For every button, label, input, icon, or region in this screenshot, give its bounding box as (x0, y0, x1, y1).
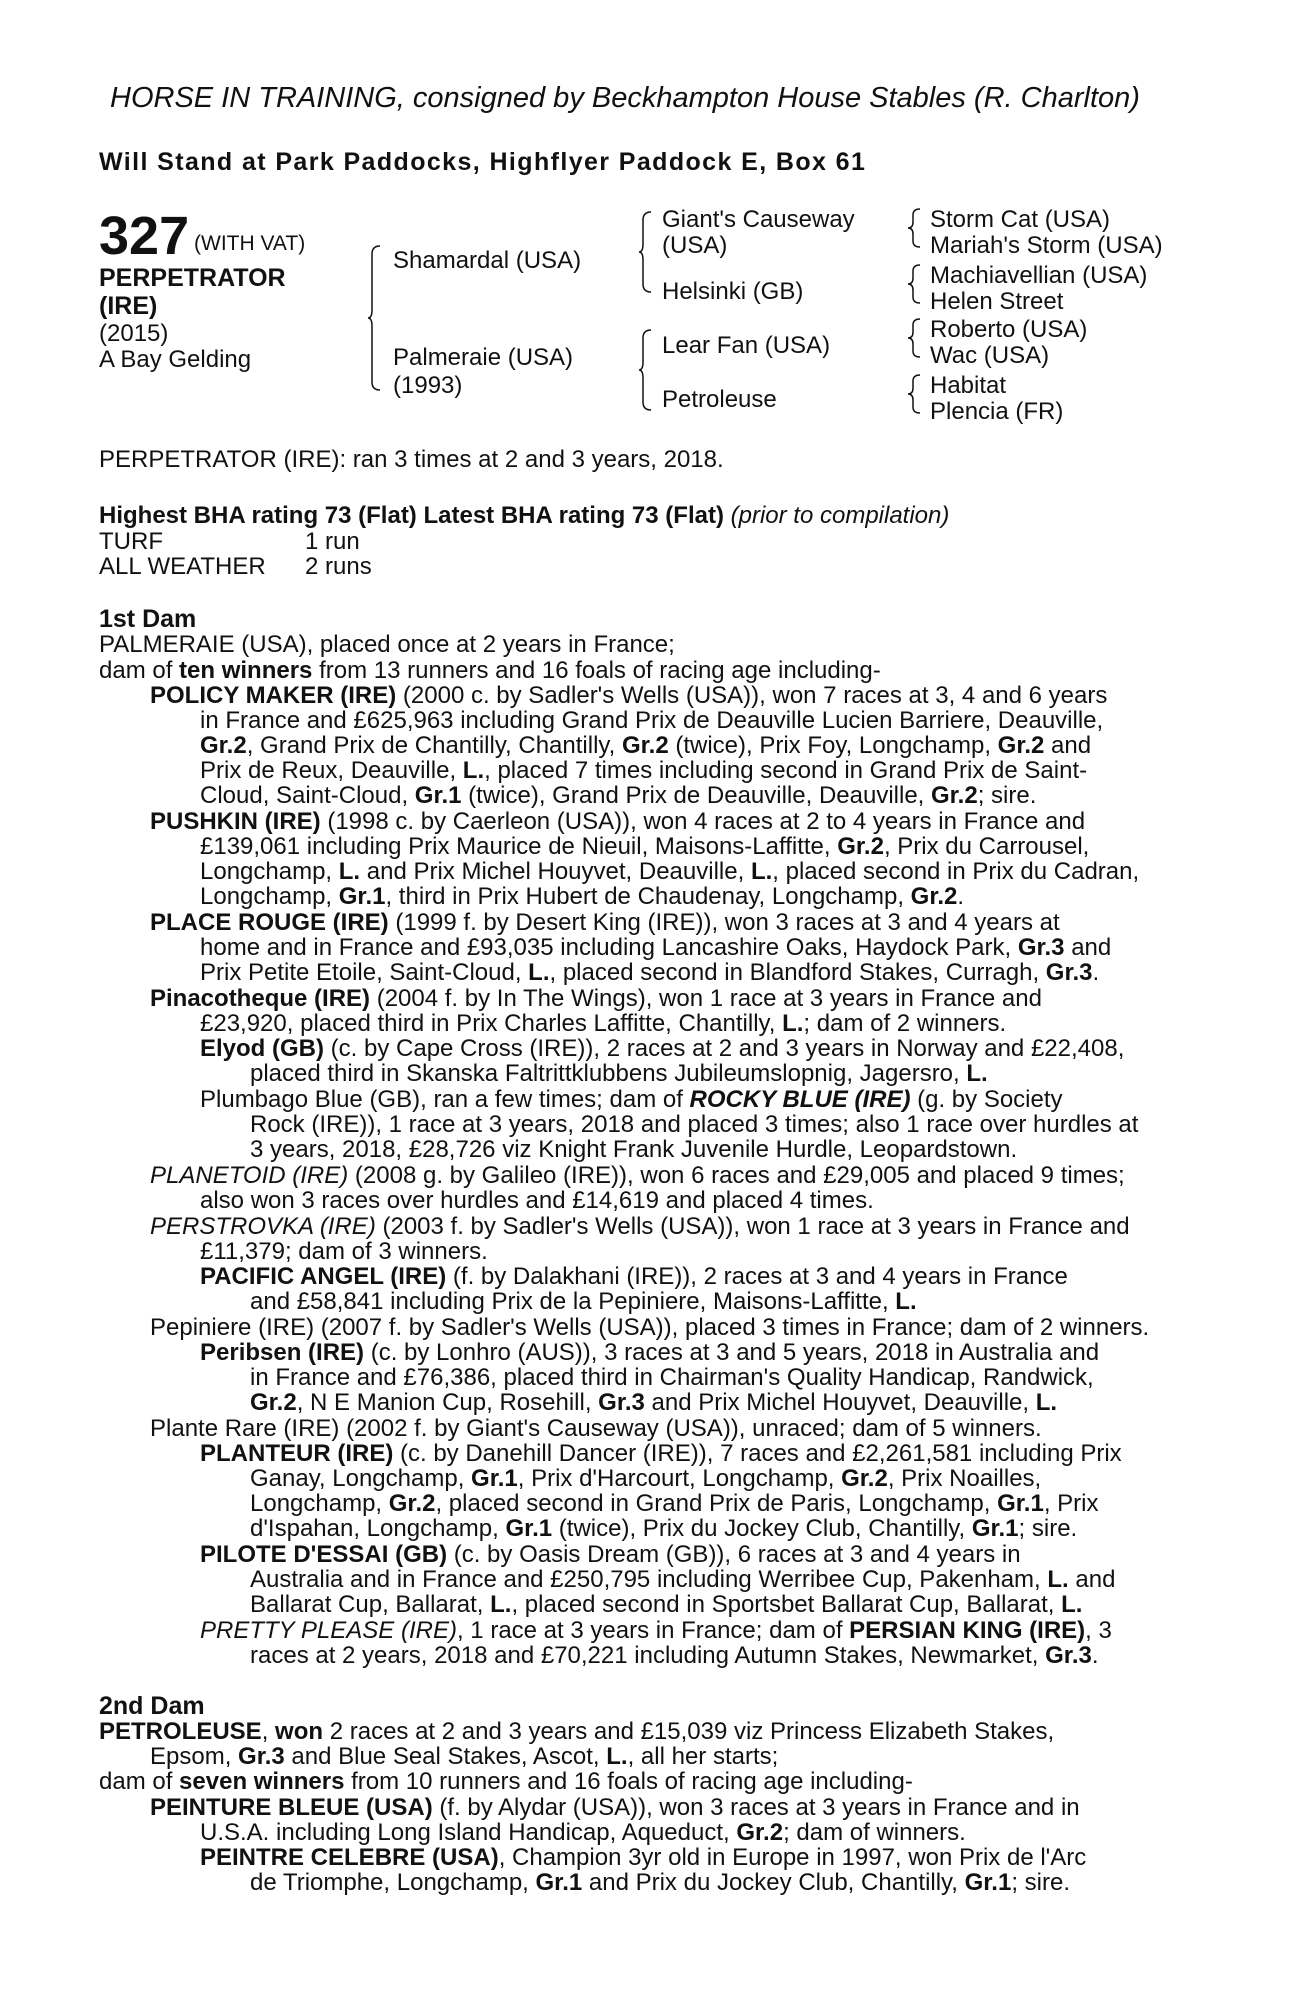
entry-line: £23,920, placed third in Prix Charles Laffitte, Chantilly, L.; dam of 2 winners. (200, 1010, 1007, 1037)
pedigree-gg-4: Helen Street (930, 288, 1064, 315)
pedigree-dam: Palmeraie (USA) (393, 344, 574, 371)
entry-place-rouge: PLACE ROUGE (IRE) (1999 f. by Desert King (IRE)), won 3 races at 3 and 4 years at (150, 909, 1060, 936)
entry-line: and £58,841 including Prix de la Pepiniere, Maisons-Laffitte, L. (250, 1288, 917, 1315)
entry-pretty-please: PRETTY PLEASE (IRE), 1 race at 3 years in France; dam of PERSIAN KING (IRE), 3 (200, 1617, 1112, 1644)
pedigree-gg-2: Mariah's Storm (USA) (930, 232, 1163, 259)
first-dam-produce: dam of ten winners from 13 runners and 16 foals of racing age including- (99, 657, 881, 684)
entry-line: Gr.2, Grand Prix de Chantilly, Chantilly, Gr.2 (twice), Prix Foy, Longchamp, Gr.2 and (200, 732, 1092, 759)
pedigree-sire-dam: Helsinki (GB) (662, 278, 804, 305)
entry-line: £139,061 including Prix Maurice de Nieuil, Maisons-Laffitte, Gr.2, Prix du Carrousel, (200, 833, 1090, 860)
entry-pushkin: PUSHKIN (IRE) (1998 c. by Caerleon (USA)), won 4 races at 2 to 4 years in France and (150, 808, 1086, 835)
entry-policy-maker: POLICY MAKER (IRE) (2000 c. by Sadler's Wells (USA)), won 7 races at 3, 4 and 6 years (150, 682, 1108, 709)
entry-line: Australia and in France and £250,795 including Werribee Cup, Pakenham, L. and (250, 1566, 1116, 1593)
sire-parents-brace (639, 210, 653, 294)
second-dam-produce: dam of seven winners from 10 runners and 16 foals of racing age including- (99, 1768, 913, 1795)
entry-line: in France and £625,963 including Grand Prix de Deauville Lucien Barriere, Deauville, (200, 707, 1104, 734)
pedigree-gg-1: Storm Cat (USA) (930, 206, 1111, 233)
lot-number: 327 (99, 206, 190, 266)
first-dam-heading: 1st Dam (99, 605, 197, 633)
g3-brace (908, 318, 922, 358)
entry-planteur: PLANTEUR (IRE) (c. by Danehill Dancer (IRE)), 7 races and £2,261,581 including Prix (200, 1440, 1122, 1467)
pedigree-dam-dam: Petroleuse (662, 386, 777, 413)
pedigree-gg-6: Wac (USA) (930, 342, 1050, 369)
entry-line: de Triomphe, Longchamp, Gr.1 and Prix du Jockey Club, Chantilly, Gr.1; sire. (250, 1869, 1071, 1896)
horse-country: (IRE) (99, 292, 158, 320)
entry-line: in France and £76,386, placed third in Chairman's Quality Handicap, Randwick, (250, 1364, 1094, 1391)
entry-line: Longchamp, Gr.2, placed second in Grand Prix de Paris, Longchamp, Gr.1, Prix (250, 1490, 1099, 1517)
entry-plante-rare: Plante Rare (IRE) (2002 f. by Giant's Causeway (USA)), unraced; dam of 5 winners. (150, 1415, 1042, 1442)
g1-brace (908, 208, 922, 248)
entry-line: Gr.2, N E Manion Cup, Rosehill, Gr.3 and Prix Michel Houyvet, Deauville, L. (250, 1389, 1058, 1416)
ratings-note: (prior to compilation) (730, 502, 950, 529)
entry-peinture-bleue: PEINTURE BLEUE (USA) (f. by Alydar (USA)), won 3 races at 3 years in France and in (150, 1794, 1080, 1821)
vat-note: (WITH VAT) (194, 232, 306, 255)
entry-peribsen: Peribsen (IRE) (c. by Lonhro (AUS)), 3 races at 3 and 5 years, 2018 in Australia and (200, 1339, 1100, 1366)
entry-line: Longchamp, L. and Prix Michel Houyvet, Deauville, L., placed second in Prix du Cadran, (200, 858, 1140, 885)
all-weather-label: ALL WEATHER (99, 553, 266, 580)
entry-line: placed third in Skanska Faltrittklubbens Jubileumslopnig, Jagersro, L. (250, 1060, 988, 1087)
turf-runs: 1 run (305, 528, 360, 555)
entry-line: 3 years, 2018, £28,726 viz Knight Frank Juvenile Hurdle, Leopardstown. (250, 1136, 1018, 1163)
pedigree-gg-8: Plencia (FR) (930, 398, 1064, 425)
entry-line: races at 2 years, 2018 and £70,221 including Autumn Stakes, Newmarket, Gr.3. (250, 1642, 1099, 1669)
pedigree-sire-sire-country: (USA) (662, 232, 728, 259)
race-summary: PERPETRATOR (IRE): ran 3 times at 2 and 3 years, 2018. (99, 446, 724, 473)
entry-peintre-celebre: PEINTRE CELEBRE (USA), Champion 3yr old in Europe in 1997, won Prix de l'Arc (200, 1844, 1087, 1871)
turf-label: TURF (99, 528, 163, 555)
horse-description: A Bay Gelding (99, 346, 252, 373)
entry-line: d'Ispahan, Longchamp, Gr.1 (twice), Prix du Jockey Club, Chantilly, Gr.1; sire. (250, 1515, 1078, 1542)
pedigree-gg-3: Machiavellian (USA) (930, 262, 1148, 289)
entry-line: Epsom, Gr.3 and Blue Seal Stakes, Ascot, L., all her starts; (150, 1743, 779, 1770)
second-dam-heading: 2nd Dam (99, 1692, 205, 1720)
bha-ratings (99, 502, 949, 530)
pedigree-gg-7: Habitat (930, 372, 1007, 399)
entry-line: Ganay, Longchamp, Gr.1, Prix d'Harcourt, Longchamp, Gr.2, Prix Noailles, (250, 1465, 1042, 1492)
sire-dam-brace (368, 244, 382, 392)
horse-name: PERPETRATOR (99, 264, 286, 292)
entry-line: Cloud, Saint-Cloud, Gr.1 (twice), Grand Prix de Deauville, Deauville, Gr.2; sire. (200, 782, 1037, 809)
entry-pepiniere: Pepiniere (IRE) (2007 f. by Sadler's Wells (USA)), placed 3 times in France; dam of 2 winners. (150, 1314, 1150, 1341)
entry-line: U.S.A. including Long Island Handicap, Aqueduct, Gr.2; dam of winners. (200, 1819, 966, 1846)
entry-line: Prix Petite Etoile, Saint-Cloud, L., placed second in Blandford Stakes, Curragh, Gr.3. (200, 959, 1100, 986)
foaling-year: (2015) (99, 320, 169, 347)
first-dam-line: PALMERAIE (USA), placed once at 2 years in France; (99, 631, 675, 658)
entry-plumbago-blue: Plumbago Blue (GB), ran a few times; dam of ROCKY BLUE (IRE) (g. by Society (200, 1086, 1063, 1113)
g4-brace (908, 374, 922, 414)
stand-location: Will Stand at Park Paddocks, Highflyer Paddock E, Box 61 (99, 148, 867, 176)
g2-brace (908, 264, 922, 304)
entry-line: Longchamp, Gr.1, third in Prix Hubert de Chaudenay, Longchamp, Gr.2. (200, 883, 965, 910)
entry-line: Prix de Reux, Deauville, L., placed 7 times including second in Grand Prix de Saint- (200, 757, 1088, 784)
entry-perstrovka: PERSTROVKA (IRE) (2003 f. by Sadler's Wells (USA)), won 1 race at 3 years in France and (150, 1213, 1130, 1240)
dam-parents-brace (639, 328, 653, 412)
consignor-title: HORSE IN TRAINING, consigned by Beckhampton House Stables (R. Charlton) (110, 82, 1140, 114)
bha-ratings-text: Highest BHA rating 73 (Flat) Latest BHA rating 73 (Flat) (99, 502, 724, 529)
pedigree-dam-sire: Lear Fan (USA) (662, 332, 831, 359)
entry-pacific-angel: PACIFIC ANGEL (IRE) (f. by Dalakhani (IRE)), 2 races at 3 and 4 years in France (200, 1263, 1068, 1290)
entry-pinacotheque: Pinacotheque (IRE) (2004 f. by In The Wings), won 1 race at 3 years in France and (150, 985, 1042, 1012)
entry-elyod: Elyod (GB) (c. by Cape Cross (IRE)), 2 races at 2 and 3 years in Norway and £22,408, (200, 1035, 1125, 1062)
pedigree-gg-5: Roberto (USA) (930, 316, 1088, 343)
entry-line: home and in France and £93,035 including Lancashire Oaks, Haydock Park, Gr.3 and (200, 934, 1112, 961)
entry-line: Rock (IRE)), 1 race at 3 years, 2018 and placed 3 times; also 1 race over hurdles at (250, 1111, 1139, 1138)
entry-line: £11,379; dam of 3 winners. (200, 1238, 488, 1265)
entry-planetoid: PLANETOID (IRE) (2008 g. by Galileo (IRE)), won 6 races and £29,005 and placed 9 times; (150, 1162, 1125, 1189)
all-weather-runs: 2 runs (305, 553, 372, 580)
pedigree-sire-sire: Giant's Causeway (662, 206, 855, 233)
entry-pilote-dessai: PILOTE D'ESSAI (GB) (c. by Oasis Dream (GB)), 6 races at 3 and 4 years in (200, 1541, 1021, 1568)
entry-line: Ballarat Cup, Ballarat, L., placed second in Sportsbet Ballarat Cup, Ballarat, L. (250, 1591, 1083, 1618)
pedigree-dam-year: (1993) (393, 372, 463, 399)
pedigree-sire: Shamardal (USA) (393, 247, 582, 274)
second-dam-line: PETROLEUSE, won 2 races at 2 and 3 years and £15,039 viz Princess Elizabeth Stakes, (99, 1718, 1055, 1745)
entry-line: also won 3 races over hurdles and £14,619 and placed 4 times. (200, 1187, 874, 1214)
